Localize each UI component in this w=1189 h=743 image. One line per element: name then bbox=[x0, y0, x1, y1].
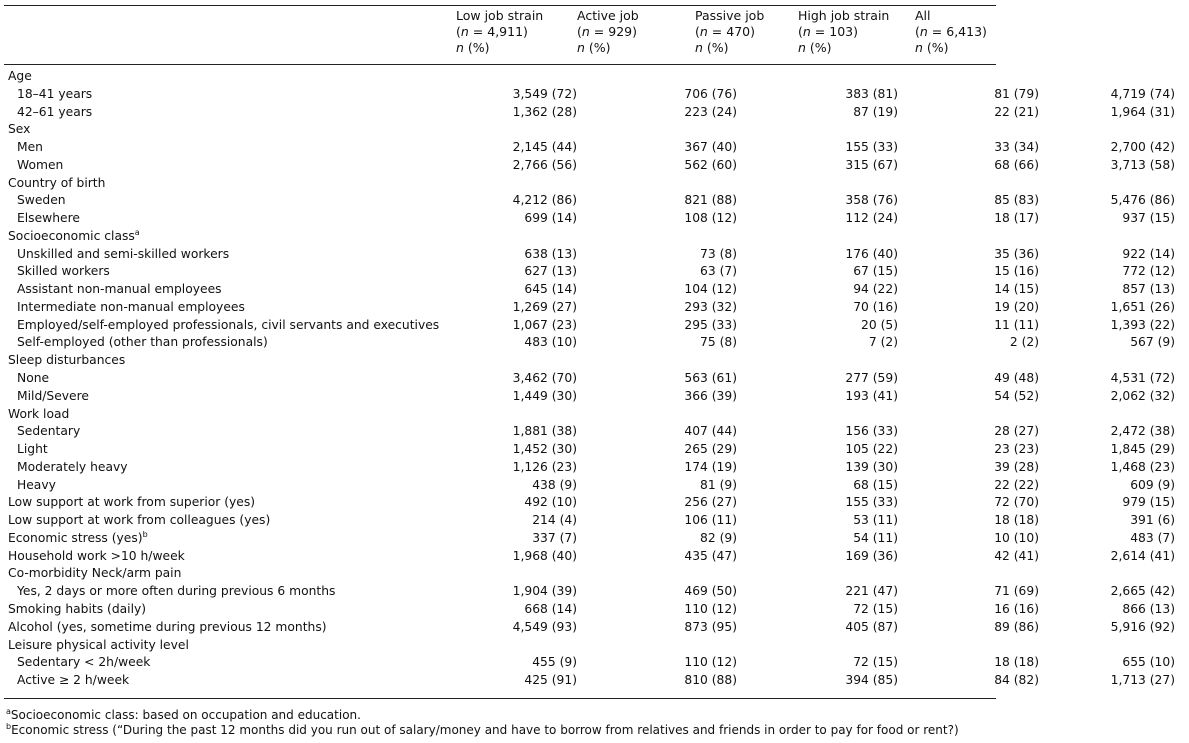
table-row bbox=[0, 175, 1189, 193]
row-label: Elsewhere bbox=[17, 211, 80, 226]
table-cell bbox=[1082, 637, 1189, 655]
row-label: Unskilled and semi-skilled workers bbox=[17, 246, 230, 261]
table-cell: 979 (15) bbox=[1122, 495, 1175, 510]
table-cell: 2,665 (42) bbox=[1110, 584, 1175, 599]
table-cell: 82 (9) bbox=[700, 530, 737, 545]
table-cell: 54 (11) bbox=[853, 530, 898, 545]
table-cell: 19 (20) bbox=[994, 299, 1039, 314]
column-header bbox=[695, 8, 798, 56]
table-row bbox=[0, 121, 1189, 139]
table-cell: 108 (12) bbox=[684, 211, 737, 226]
column-label: All bbox=[915, 8, 931, 23]
table-cell: 16 (16) bbox=[994, 601, 1039, 616]
table-cell: 1,845 (29) bbox=[1110, 442, 1175, 457]
table-cell: 873 (95) bbox=[684, 619, 737, 634]
table-cell bbox=[795, 175, 922, 193]
table-cell: 469 (50) bbox=[684, 584, 737, 599]
table-cell: 277 (59) bbox=[845, 371, 898, 386]
table-cell: 155 (33) bbox=[845, 495, 898, 510]
table-cell bbox=[619, 565, 795, 583]
row-label: Leisure physical activity level bbox=[8, 637, 189, 652]
table-row bbox=[0, 86, 1189, 104]
table-row bbox=[0, 459, 1189, 477]
table-row bbox=[0, 246, 1189, 264]
table-cell: 18 (18) bbox=[994, 513, 1039, 528]
table-cell: 4,212 (86) bbox=[512, 193, 577, 208]
footnote-text: Economic stress (“During the past 12 months did you run out of salary/money and have to borrow from relatives and friends in order to pay for food or rent?) bbox=[11, 723, 959, 737]
table-cell: 94 (22) bbox=[853, 282, 898, 297]
table-cell bbox=[1082, 175, 1189, 193]
table-cell: 223 (24) bbox=[684, 104, 737, 119]
table-row bbox=[0, 512, 1189, 530]
table-cell: 176 (40) bbox=[845, 246, 898, 261]
table-row bbox=[0, 210, 1189, 228]
footnote-a bbox=[6, 708, 361, 722]
table-cell: 4,549 (93) bbox=[512, 619, 577, 634]
row-label: Assistant non-manual employees bbox=[17, 282, 222, 297]
table-cell bbox=[1082, 228, 1189, 246]
table-cell: 15 (16) bbox=[994, 264, 1039, 279]
table-cell: 810 (88) bbox=[684, 673, 737, 688]
table-cell bbox=[922, 68, 1082, 86]
table-cell: 1,452 (30) bbox=[512, 442, 577, 457]
table-cell: 1,362 (28) bbox=[512, 104, 577, 119]
table-cell: 438 (9) bbox=[532, 477, 577, 492]
table-cell bbox=[922, 228, 1082, 246]
table-cell: 699 (14) bbox=[524, 211, 577, 226]
table-cell: 2,472 (38) bbox=[1110, 424, 1175, 439]
table-cell: 73 (8) bbox=[700, 246, 737, 261]
table-row bbox=[0, 370, 1189, 388]
table-cell: 5,476 (86) bbox=[1110, 193, 1175, 208]
table-cell bbox=[922, 637, 1082, 655]
table-cell: 358 (76) bbox=[845, 193, 898, 208]
table-cell: 155 (33) bbox=[845, 140, 898, 155]
row-label: Moderately heavy bbox=[17, 459, 128, 474]
table-cell bbox=[619, 637, 795, 655]
table-cell: 492 (10) bbox=[524, 495, 577, 510]
table-cell: 394 (85) bbox=[845, 673, 898, 688]
table-cell: 1,904 (39) bbox=[512, 584, 577, 599]
table-cell: 315 (67) bbox=[845, 157, 898, 172]
table-row bbox=[0, 334, 1189, 352]
table-cell: 2,145 (44) bbox=[512, 140, 577, 155]
table-cell: 72 (70) bbox=[994, 495, 1039, 510]
row-label: Men bbox=[17, 140, 43, 155]
header-row bbox=[0, 8, 1008, 56]
table-cell: 49 (48) bbox=[994, 371, 1039, 386]
table-cell: 256 (27) bbox=[684, 495, 737, 510]
column-header bbox=[915, 8, 1008, 56]
table-cell: 295 (33) bbox=[684, 317, 737, 332]
table-cell: 42 (41) bbox=[994, 548, 1039, 563]
table-cell: 110 (12) bbox=[684, 601, 737, 616]
table-cell: 3,549 (72) bbox=[512, 86, 577, 101]
table-cell: 562 (60) bbox=[684, 157, 737, 172]
row-label: Active ≥ 2 h/week bbox=[17, 673, 130, 688]
row-label: Household work >10 h/week bbox=[8, 548, 185, 563]
table-cell: 84 (82) bbox=[994, 673, 1039, 688]
table-cell: 706 (76) bbox=[684, 86, 737, 101]
column-label: Active job bbox=[577, 8, 639, 23]
top-rule bbox=[4, 5, 996, 6]
footnote-mark: b bbox=[142, 529, 148, 539]
row-label: Smoking habits (daily) bbox=[8, 601, 147, 616]
table-cell bbox=[456, 406, 619, 424]
column-unit: n (%) bbox=[915, 40, 949, 55]
table-cell: 22 (22) bbox=[994, 477, 1039, 492]
footnote-mark: b bbox=[6, 722, 12, 731]
table-cell bbox=[1082, 406, 1189, 424]
column-header bbox=[577, 8, 695, 56]
table-cell bbox=[1082, 565, 1189, 583]
table-cell bbox=[619, 68, 795, 86]
table-row bbox=[0, 406, 1189, 424]
table-header bbox=[0, 8, 1008, 56]
table-cell: 104 (12) bbox=[684, 282, 737, 297]
column-header bbox=[798, 8, 915, 56]
table-cell: 563 (61) bbox=[684, 371, 737, 386]
table-cell: 20 (5) bbox=[861, 317, 898, 332]
table-cell bbox=[456, 565, 619, 583]
table-cell bbox=[922, 406, 1082, 424]
table-cell bbox=[456, 121, 619, 139]
column-n: (n = 929) bbox=[577, 24, 637, 39]
table-cell: 1,713 (27) bbox=[1110, 673, 1175, 688]
table-row bbox=[0, 423, 1189, 441]
row-label: Low support at work from superior (yes) bbox=[8, 495, 256, 510]
table-cell: 106 (11) bbox=[684, 513, 737, 528]
column-unit: n (%) bbox=[798, 40, 832, 55]
footnote-mark: a bbox=[6, 707, 11, 716]
table-cell: 405 (87) bbox=[845, 619, 898, 634]
table-cell bbox=[795, 637, 922, 655]
table-row bbox=[0, 228, 1189, 246]
table-cell: 2 (2) bbox=[1009, 335, 1039, 350]
table-cell: 70 (16) bbox=[853, 299, 898, 314]
table-cell: 1,393 (22) bbox=[1110, 317, 1175, 332]
row-label: Women bbox=[17, 157, 64, 172]
table-row bbox=[0, 619, 1189, 637]
table-row bbox=[0, 139, 1189, 157]
table-cell: 105 (22) bbox=[845, 442, 898, 457]
table-row bbox=[0, 441, 1189, 459]
row-label: Work load bbox=[8, 406, 70, 421]
row-label: Alcohol (yes, sometime during previous 12 months) bbox=[8, 619, 327, 634]
table-row bbox=[0, 192, 1189, 210]
table-cell: 4,531 (72) bbox=[1110, 371, 1175, 386]
row-label: Sleep disturbances bbox=[8, 353, 126, 368]
table-cell: 455 (9) bbox=[532, 655, 577, 670]
table-cell: 857 (13) bbox=[1122, 282, 1175, 297]
row-label: Mild/Severe bbox=[17, 388, 89, 403]
column-label: Passive job bbox=[695, 8, 765, 23]
table-cell: 10 (10) bbox=[994, 530, 1039, 545]
footnote-mark: a bbox=[134, 227, 140, 237]
table-cell: 567 (9) bbox=[1130, 335, 1175, 350]
table-cell bbox=[456, 228, 619, 246]
header-rule bbox=[4, 64, 996, 65]
table-cell: 5,916 (92) bbox=[1110, 619, 1175, 634]
table-row bbox=[0, 494, 1189, 512]
table-cell: 1,964 (31) bbox=[1110, 104, 1175, 119]
row-label: 18–41 years bbox=[17, 86, 93, 101]
table-cell: 214 (4) bbox=[532, 513, 577, 528]
bottom-rule bbox=[4, 698, 996, 699]
column-n: (n = 6,413) bbox=[915, 24, 987, 39]
header-blank-cell bbox=[0, 8, 456, 56]
row-label: Employed/self-employed professionals, civil servants and executives bbox=[17, 317, 440, 332]
row-label: Light bbox=[17, 442, 48, 457]
table-cell bbox=[795, 228, 922, 246]
row-label: 42–61 years bbox=[17, 104, 93, 119]
table-cell bbox=[619, 175, 795, 193]
table-row bbox=[0, 530, 1189, 548]
row-label: Age bbox=[8, 69, 32, 83]
table-cell: 2,062 (32) bbox=[1110, 388, 1175, 403]
table-cell bbox=[456, 352, 619, 370]
table-cell: 221 (47) bbox=[845, 584, 898, 599]
table-cell: 1,126 (23) bbox=[512, 459, 577, 474]
table-cell: 193 (41) bbox=[845, 388, 898, 403]
table-cell: 2,766 (56) bbox=[512, 157, 577, 172]
table-cell: 33 (34) bbox=[994, 140, 1039, 155]
table-cell: 39 (28) bbox=[994, 459, 1039, 474]
table-cell: 655 (10) bbox=[1122, 655, 1175, 670]
table-cell bbox=[795, 352, 922, 370]
table-cell: 435 (47) bbox=[684, 548, 737, 563]
table-cell: 483 (10) bbox=[524, 335, 577, 350]
table-cell bbox=[456, 175, 619, 193]
row-label: Heavy bbox=[17, 477, 56, 492]
table-row bbox=[0, 317, 1189, 335]
table-row bbox=[0, 281, 1189, 299]
table-row bbox=[0, 583, 1189, 601]
table-cell: 425 (91) bbox=[524, 673, 577, 688]
table-cell: 609 (9) bbox=[1130, 477, 1175, 492]
table-cell: 627 (13) bbox=[524, 264, 577, 279]
table-cell: 23 (23) bbox=[994, 442, 1039, 457]
table-cell: 866 (13) bbox=[1122, 601, 1175, 616]
row-label: Sedentary < 2h/week bbox=[17, 655, 151, 670]
table-cell: 1,269 (27) bbox=[512, 299, 577, 314]
row-label: Yes, 2 days or more often during previous 6 months bbox=[17, 584, 336, 599]
table-row bbox=[0, 548, 1189, 566]
table-cell: 7 (2) bbox=[868, 335, 898, 350]
table-cell: 265 (29) bbox=[684, 442, 737, 457]
row-label: Economic stress (yes)$^b$ bbox=[8, 529, 148, 545]
table-cell bbox=[795, 565, 922, 583]
row-label: Sex bbox=[8, 122, 31, 137]
table-cell: 2,700 (42) bbox=[1110, 140, 1175, 155]
table-cell bbox=[922, 352, 1082, 370]
table-cell bbox=[1082, 68, 1189, 86]
table-cell: 383 (81) bbox=[845, 86, 898, 101]
table-row bbox=[0, 637, 1189, 655]
row-label: Skilled workers bbox=[17, 264, 110, 279]
table-cell: 772 (12) bbox=[1122, 264, 1175, 279]
table-cell: 407 (44) bbox=[684, 424, 737, 439]
table-cell: 174 (19) bbox=[684, 459, 737, 474]
table-cell: 68 (15) bbox=[853, 477, 898, 492]
table-cell: 63 (7) bbox=[700, 264, 737, 279]
table-cell: 81 (9) bbox=[700, 477, 737, 492]
column-header bbox=[456, 8, 577, 56]
table-cell: 367 (40) bbox=[684, 140, 737, 155]
table-cell bbox=[795, 68, 922, 86]
table-cell bbox=[456, 637, 619, 655]
table-row bbox=[0, 565, 1189, 583]
table-cell: 366 (39) bbox=[684, 388, 737, 403]
table-cell: 1,067 (23) bbox=[512, 317, 577, 332]
table-cell: 156 (33) bbox=[845, 424, 898, 439]
table-cell: 85 (83) bbox=[994, 193, 1039, 208]
table-cell: 668 (14) bbox=[524, 601, 577, 616]
table-cell bbox=[619, 228, 795, 246]
table-cell: 638 (13) bbox=[524, 246, 577, 261]
table-row bbox=[0, 263, 1189, 281]
table-cell bbox=[1082, 121, 1189, 139]
column-label: Low job strain bbox=[456, 8, 544, 23]
table-cell: 821 (88) bbox=[684, 193, 737, 208]
table-cell: 28 (27) bbox=[994, 424, 1039, 439]
column-unit: n (%) bbox=[577, 40, 611, 55]
table-cell: 922 (14) bbox=[1122, 246, 1175, 261]
table-cell bbox=[619, 121, 795, 139]
table-cell: 71 (69) bbox=[994, 584, 1039, 599]
table-cell: 1,881 (38) bbox=[512, 424, 577, 439]
table-cell: 112 (24) bbox=[845, 211, 898, 226]
column-unit: n (%) bbox=[456, 40, 490, 55]
table-cell: 87 (19) bbox=[853, 104, 898, 119]
table-cell: 337 (7) bbox=[532, 530, 577, 545]
table-cell: 483 (7) bbox=[1130, 530, 1175, 545]
table-cell: 645 (14) bbox=[524, 282, 577, 297]
table-cell bbox=[795, 406, 922, 424]
footnote-b bbox=[6, 723, 959, 737]
table-cell: 1,651 (26) bbox=[1110, 299, 1175, 314]
table-cell: 68 (66) bbox=[994, 157, 1039, 172]
table-cell: 72 (15) bbox=[853, 655, 898, 670]
row-label: Sweden bbox=[17, 193, 66, 208]
table-cell: 72 (15) bbox=[853, 601, 898, 616]
footnote-text: Socioeconomic class: based on occupation and education. bbox=[10, 708, 361, 722]
table-cell bbox=[619, 352, 795, 370]
table-cell: 293 (32) bbox=[684, 299, 737, 314]
table-cell: 81 (79) bbox=[994, 86, 1039, 101]
table-cell: 11 (11) bbox=[994, 317, 1039, 332]
table-row bbox=[0, 299, 1189, 317]
table-row bbox=[0, 388, 1189, 406]
row-label: Socioeconomic class$^a$ bbox=[8, 227, 140, 243]
column-label: High job strain bbox=[798, 8, 890, 23]
table-cell: 89 (86) bbox=[994, 619, 1039, 634]
table-cell: 139 (30) bbox=[845, 459, 898, 474]
table-cell bbox=[619, 406, 795, 424]
row-label: Sedentary bbox=[17, 424, 81, 439]
row-label: Self-employed (other than professionals) bbox=[17, 335, 268, 350]
row-label: Country of birth bbox=[8, 175, 106, 190]
table-row bbox=[0, 654, 1189, 672]
table-cell bbox=[795, 121, 922, 139]
table-row bbox=[0, 157, 1189, 175]
table-row bbox=[0, 601, 1189, 619]
table-cell bbox=[922, 175, 1082, 193]
table-cell: 169 (36) bbox=[845, 548, 898, 563]
table-body bbox=[0, 68, 1189, 690]
table-cell: 18 (18) bbox=[994, 655, 1039, 670]
row-label: Co-morbidity Neck/arm pain bbox=[8, 566, 182, 581]
table-cell bbox=[922, 565, 1082, 583]
table-cell bbox=[456, 68, 619, 86]
table-row bbox=[0, 352, 1189, 370]
table-cell: 110 (12) bbox=[684, 655, 737, 670]
table-cell: 14 (15) bbox=[994, 282, 1039, 297]
table-cell: 35 (36) bbox=[994, 246, 1039, 261]
row-label: None bbox=[17, 371, 50, 386]
table-row bbox=[0, 477, 1189, 495]
table-cell: 22 (21) bbox=[994, 104, 1039, 119]
column-n: (n = 103) bbox=[798, 24, 858, 39]
table-cell: 3,462 (70) bbox=[512, 371, 577, 386]
table-row bbox=[0, 68, 1189, 86]
table-row bbox=[0, 104, 1189, 122]
table-cell bbox=[1082, 352, 1189, 370]
table-cell: 1,449 (30) bbox=[512, 388, 577, 403]
table-cell: 2,614 (41) bbox=[1110, 548, 1175, 563]
table-cell: 391 (6) bbox=[1130, 513, 1175, 528]
column-unit: n (%) bbox=[695, 40, 729, 55]
table-cell: 67 (15) bbox=[853, 264, 898, 279]
table-cell bbox=[922, 121, 1082, 139]
table-cell: 53 (11) bbox=[853, 513, 898, 528]
table-cell: 75 (8) bbox=[700, 335, 737, 350]
table-cell: 1,468 (23) bbox=[1110, 459, 1175, 474]
table-cell: 4,719 (74) bbox=[1110, 86, 1175, 101]
table-cell: 54 (52) bbox=[994, 388, 1039, 403]
table-cell: 1,968 (40) bbox=[512, 548, 577, 563]
row-label: Intermediate non-manual employees bbox=[17, 299, 245, 314]
table-row bbox=[0, 672, 1189, 690]
column-n: (n = 4,911) bbox=[456, 24, 528, 39]
column-n: (n = 470) bbox=[695, 24, 755, 39]
table-cell: 937 (15) bbox=[1122, 211, 1175, 226]
table-cell: 3,713 (58) bbox=[1110, 157, 1175, 172]
table-cell: 18 (17) bbox=[994, 211, 1039, 226]
row-label: Low support at work from colleagues (yes) bbox=[8, 513, 271, 528]
